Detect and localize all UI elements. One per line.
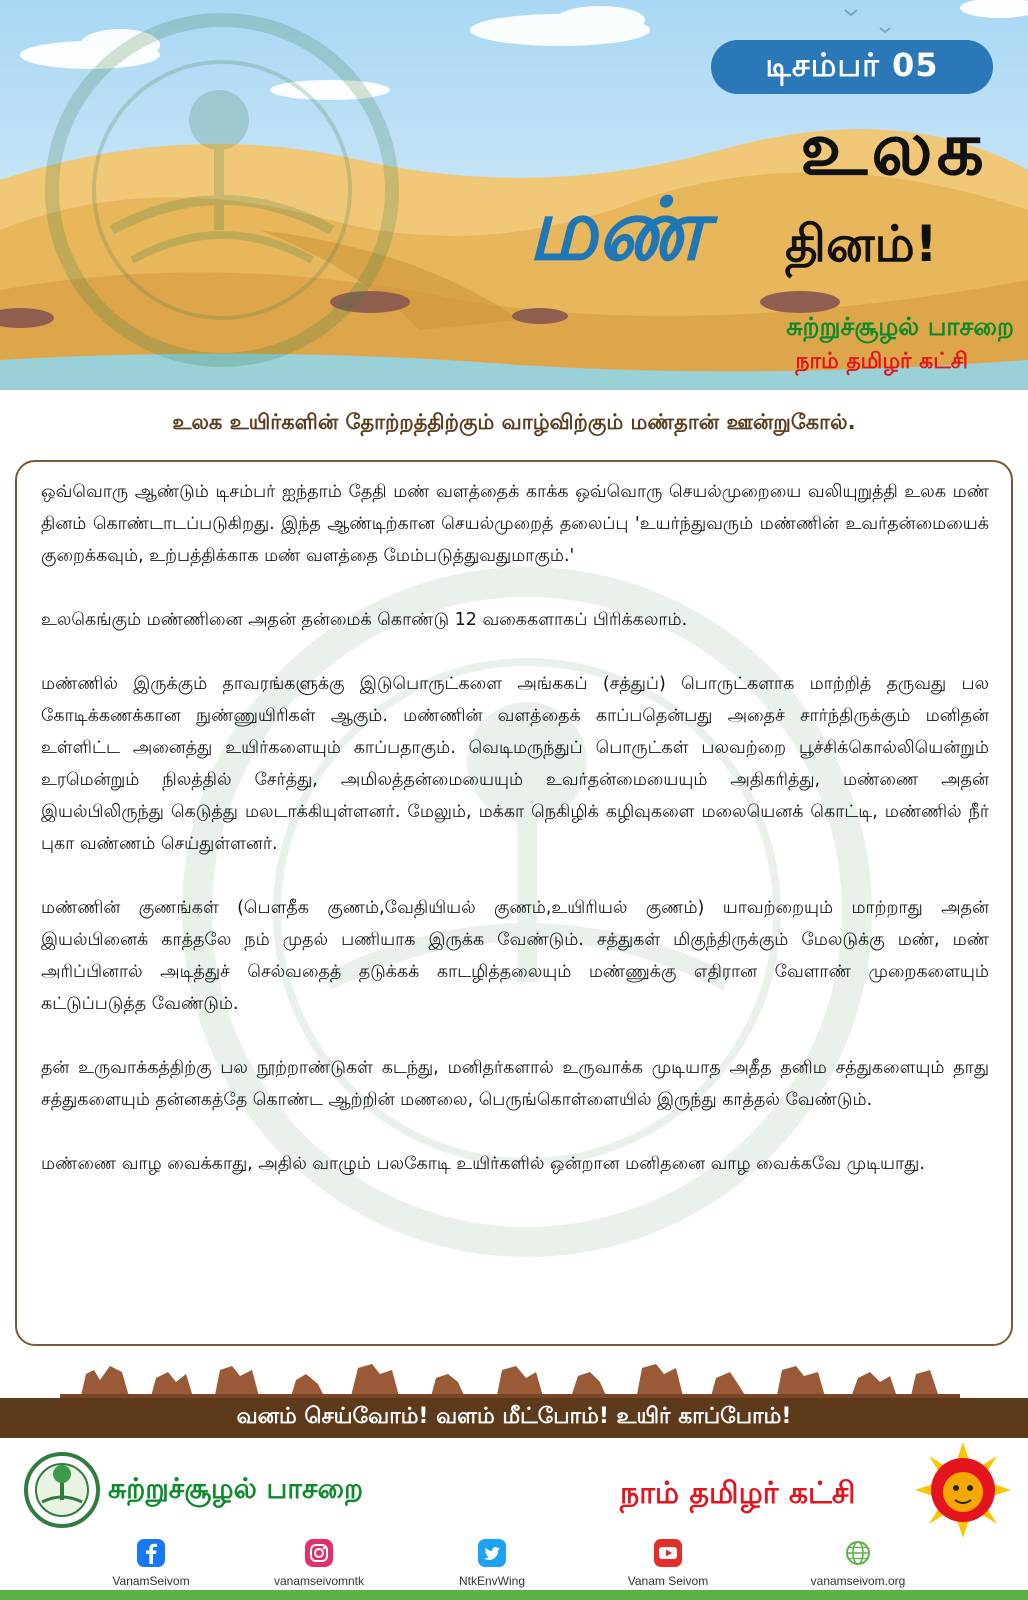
footer-party-name: நாம் தமிழர் கட்சி bbox=[620, 1476, 856, 1511]
facebook-icon bbox=[136, 1538, 166, 1568]
article-body bbox=[41, 476, 989, 1212]
footer bbox=[0, 1438, 1028, 1600]
paragraph: ஒவ்வொரு ஆண்டும் டிசம்பர் ஐந்தாம் தேதி மண் வளத்தைக் காக்க ஒவ்வொரு செயல்முறையை வலியுறுத்தி உலக மண் தினம் கொண்டாடப்படுகிறது. இந்த ஆண்டிற்கான செயல்முறைத் தலைப்பு 'உயர்ந்துவரும் மண்ணின் உவர்தன்மையைக் குறைக்கவும், உற்பத்திக்காக மண் வளத்தை மேம்படுத்துவதுமாகும்.' bbox=[41, 482, 989, 566]
social-label: vanamseivomntk bbox=[273, 1574, 365, 1588]
globe-icon bbox=[843, 1538, 873, 1568]
paragraph: மண்ணில் இருக்கும் தாவரங்களுக்கு இடுபொருட்களை அங்ககப் (சத்துப்) பொருட்களாக மாற்றித் தருவது பல கோடிக்கணக்கான நுண்ணுயிரிகள் ஆகும். மண்ணின் வளத்தைக் காப்பதென்பது அதைச் சார்ந்திருக்கும் மனிதன் உள்ளிட்ட அனைத்து உயிர்களையும் காப்பதாகும். வெடிமருந்துப் பொருட்கள் பலவற்றை பூச்சிக்கொல்லியென்றும் உரமென்றும் நிலத்தில் சேர்த்து, அமிலத்தன்மையையும் உவர்தன்மையையும் அதிகரித்து, மண்ணை அதன் இயல்பிலிருந்து கெடுத்து மலடாக்கியுள்ளனர். மேலும், மக்கா நெகிழிக் கழிவுகளை மலையெனக் கொட்டி, மண்ணில் நீர் புகா வண்ணம் செய்துள்ளனர். bbox=[41, 674, 989, 854]
title-day: தினம்! bbox=[785, 215, 938, 273]
date-badge: டிசம்பர் 05 bbox=[711, 40, 993, 94]
title-soil: மண் bbox=[528, 180, 707, 280]
paragraph: உலகெங்கும் மண்ணினை அதன் தன்மைக் கொண்டு 12 வகைகளாகப் பிரிக்கலாம். bbox=[41, 610, 688, 630]
social-twitter[interactable] bbox=[407, 1538, 577, 1588]
social-youtube[interactable] bbox=[583, 1538, 753, 1588]
social-facebook[interactable] bbox=[66, 1538, 236, 1588]
paragraph: மண்ணின் குணங்கள் (பௌதீக குணம்,வேதியியல் குணம்,உயிரியல் குணம்) யாவற்றையும் மாற்றாது அதன் இயல்பினைக் காத்தலே நம் முதல் பணியாக இருக்க வேண்டும். சத்துகள் மிகுந்திருக்கும் மேலடுக்கு மண், மண் அரிப்பினால் அடித்துச் செல்வதைத் தடுக்கக் காடழித்தலையும் மண்ணுக்கு எதிரான வேளாண் முறைகளையும் கட்டுப்படுத்த வேண்டும். bbox=[41, 898, 989, 1014]
instagram-icon bbox=[304, 1538, 334, 1568]
social-label: vanamseivom.org bbox=[810, 1574, 906, 1588]
youtube-icon bbox=[653, 1538, 683, 1568]
footer-accent-line bbox=[0, 1590, 1028, 1600]
watermark-seal-icon bbox=[42, 10, 402, 370]
org-logo-icon bbox=[24, 1452, 100, 1528]
cliffs-illustration bbox=[0, 1360, 1028, 1400]
footer-org-name: சுற்றுச்சூழல் பாசறை bbox=[108, 1472, 364, 1505]
social-label: Vanam Seivom bbox=[627, 1574, 709, 1588]
title-world: உலக bbox=[800, 106, 988, 192]
social-label: NtkEnvWing bbox=[458, 1574, 526, 1588]
twitter-icon bbox=[477, 1538, 507, 1568]
social-instagram[interactable] bbox=[234, 1538, 404, 1588]
slogan-bar: வனம் செய்வோம்! வளம் மீட்போம்! உயிர் காப்போம்! bbox=[0, 1398, 1028, 1438]
hero-org-name: சுற்றுச்சூழல் பாசறை bbox=[786, 312, 1014, 341]
paragraph: மண்ணை வாழ வைக்காது, அதில் வாழும் பலகோடி உயிர்களில் ஒன்றான மனிதனை வாழ வைக்கவே முடியாது. bbox=[41, 1154, 925, 1174]
hero-banner bbox=[0, 0, 1028, 390]
headline: உலக உயிர்களின் தோற்றத்திற்கும் வாழ்விற்கும் மண்தான் ஊன்றுகோல். bbox=[172, 410, 856, 434]
hero-party-name: நாம் தமிழர் கட்சி bbox=[795, 349, 968, 374]
content-box bbox=[15, 460, 1013, 1346]
paragraph: தன் உருவாக்கத்திற்கு பல நூற்றாண்டுகள் கடந்து, மனிதர்களால் உருவாக்க முடியாத அதீத தனிம சத்துகளையும் தாது சத்துகளையும் தன்னகத்தே கொண்ட ஆற்றின் மணலை, பெருங்கொள்ளையில் இருந்து காத்தல் வேண்டும். bbox=[41, 1058, 989, 1110]
tiger-emblem-icon bbox=[915, 1442, 1011, 1538]
social-website[interactable] bbox=[773, 1538, 943, 1588]
social-label: VanamSeivom bbox=[112, 1574, 190, 1588]
